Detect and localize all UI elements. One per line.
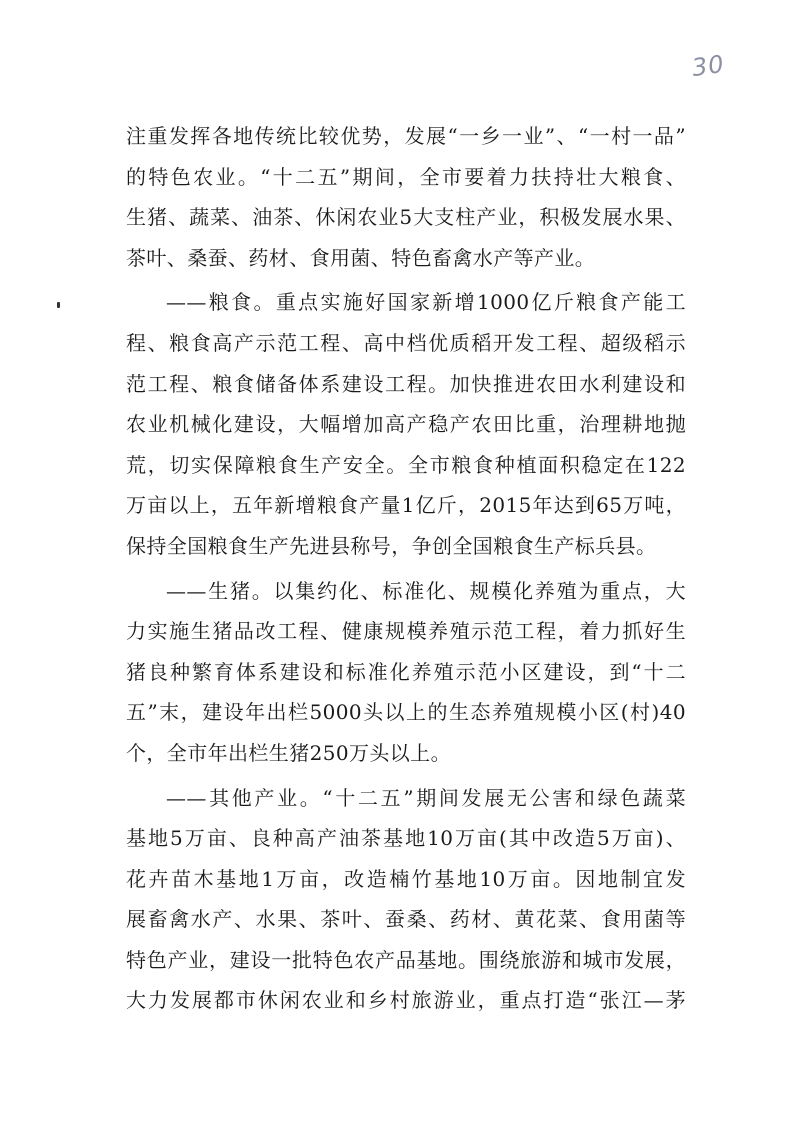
text-line: 个，全市年出栏生猪250万头以上。 [126,740,451,765]
text-line: 注重发挥各地传统比较优势，发展“一乡一业”、“一村一品” [126,124,686,148]
section-heading-line: ——粮食。重点实施好国家新增1000亿斤粮食产能工 [166,290,686,315]
text-line: 荒，切实保障粮食生产安全。全市粮食种植面积稳定在122 [126,452,686,477]
text-line: 猪良种繁育体系建设和标准化养殖示范小区建设，到“十二 [126,659,686,684]
text-line: 茶叶、桑蚕、药材、食用菌、特色畜禽水产等产业。 [126,245,596,270]
text-line: 花卉苗木基地1万亩，改造楠竹基地10万亩。因地制宜发 [126,866,686,891]
text-line: 五”末，建设年出栏5000头以上的生态养殖规模小区(村)40 [126,700,686,725]
section-heading-line: ——其他产业。“十二五”期间发展无公害和绿色蔬菜 [166,785,686,810]
text-line: 程、粮食高产示范工程、高中档优质稻开发工程、超级稻示 [126,330,686,355]
text-line: 特色产业，建设一批特色农产品基地。围绕旅游和城市发展， [126,947,686,972]
body-text [126,116,686,1021]
text-line: 万亩以上，五年新增粮食产量1亿斤，2015年达到65万吨， [126,493,686,518]
handwritten-page-number: 30 [690,49,727,83]
text-line: 的特色农业。“十二五”期间，全市要着力扶持壮大粮食、 [126,164,686,189]
text-line: 生猪、蔬菜、油茶、休闲农业5大支柱产业，积极发展水果、 [126,205,686,230]
text-line: 大力发展都市休闲农业和乡村旅游业，重点打造“张江—茅 [126,988,686,1013]
text-line: 展畜禽水产、水果、茶叶、蚕桑、药材、黄花菜、食用菌等 [126,907,686,932]
text-line: 农业机械化建设，大幅增加高产稳产农田比重，治理耕地抛 [126,412,686,437]
text-line: 保持全国粮食生产先进县称号，争创全国粮食生产标兵县。 [126,533,657,558]
scan-speck [57,302,60,308]
section-heading-line: ——生猪。以集约化、标准化、规模化养殖为重点，大 [166,578,686,603]
text-line: 基地5万亩、良种高产油茶基地10万亩(其中改造5万亩)、 [126,826,686,851]
text-line: 力实施生猪品改工程、健康规模养殖示范工程，着力抓好生 [126,619,686,644]
text-line: 范工程、粮食储备体系建设工程。加快推进农田水利建设和 [126,371,686,396]
